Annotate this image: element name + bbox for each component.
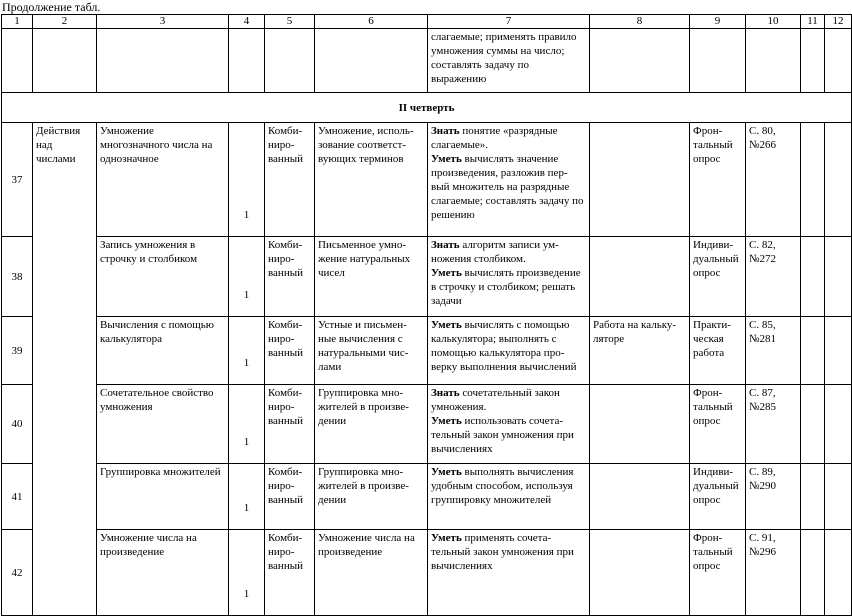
requirement-keyword: Знать xyxy=(431,239,460,251)
extra-activity xyxy=(590,530,690,616)
requirement-keyword: Знать xyxy=(431,125,460,137)
table-row xyxy=(2,123,852,237)
requirement-keyword: Уметь xyxy=(431,532,462,544)
extra-activity xyxy=(590,385,690,464)
homework: С. 82, №272 xyxy=(746,237,801,317)
cell xyxy=(825,385,852,464)
lesson-type: Комби-ниро-ванный xyxy=(265,123,315,237)
lesson-plan-table xyxy=(1,14,852,616)
control-type: Фрон-тальный опрос xyxy=(690,385,746,464)
header-cell: 1 xyxy=(2,15,33,29)
lesson-number: 37 xyxy=(2,123,33,237)
lesson-type: Комби-ниро-ванный xyxy=(265,464,315,530)
requirement-keyword: Уметь xyxy=(431,153,462,165)
continuation-text: слагаемые; применять правило умножения суммы на число; составлять задачу по выражению xyxy=(428,29,590,93)
header-cell: 6 xyxy=(315,15,428,29)
requirement xyxy=(431,239,559,265)
content-elements: Письменное умно-жение натуральных чисел xyxy=(315,237,428,317)
cell xyxy=(825,530,852,616)
extra-activity: Работа на кальку-ляторе xyxy=(590,317,690,385)
requirement xyxy=(431,415,574,455)
cell xyxy=(690,29,746,93)
header-cell: 10 xyxy=(746,15,801,29)
cell xyxy=(801,29,825,93)
content-elements: Устные и письмен-ные вычисления с натуральными чис-лами xyxy=(315,317,428,385)
requirement-keyword: Уметь xyxy=(431,319,462,331)
extra-activity xyxy=(590,123,690,237)
lesson-number: 38 xyxy=(2,237,33,317)
lesson-hours: 1 xyxy=(229,530,265,616)
control-type: Индиви-дуальный опрос xyxy=(690,237,746,317)
homework: С. 89, №290 xyxy=(746,464,801,530)
requirement-text: использовать сочета-тельный закон умножения при вычислениях xyxy=(431,415,574,455)
control-type: Фрон-тальный опрос xyxy=(690,123,746,237)
content-elements: Группировка мно-жителей в произве-дении xyxy=(315,385,428,464)
table-row xyxy=(2,317,852,385)
lesson-type: Комби-ниро-ванный xyxy=(265,237,315,317)
lesson-topic: Запись умножения в строчку и столбиком xyxy=(97,237,229,317)
cell xyxy=(33,29,97,93)
homework: С. 85, №281 xyxy=(746,317,801,385)
requirement xyxy=(431,466,573,506)
requirements xyxy=(428,464,590,530)
requirements xyxy=(428,530,590,616)
requirement-text: вычислять произведение в строчку и столбиком; решать задачи xyxy=(431,267,581,307)
cell xyxy=(825,237,852,317)
requirement xyxy=(431,387,560,413)
lesson-hours: 1 xyxy=(229,464,265,530)
requirement-text: выполнять вычисления удобным способом, используя группировку множителей xyxy=(431,466,574,506)
cell xyxy=(825,464,852,530)
requirement-keyword: Уметь xyxy=(431,466,462,478)
cell xyxy=(801,530,825,616)
header-cell: 2 xyxy=(33,15,97,29)
table-row xyxy=(2,385,852,464)
table-body xyxy=(2,15,852,616)
requirement-text: вычислять значение произведения, разложив пер-вый множитель на разрядные слагаемые; составлять задачу по решению xyxy=(431,153,584,221)
homework: С. 91, №296 xyxy=(746,530,801,616)
cell xyxy=(801,317,825,385)
header-cell: 12 xyxy=(825,15,852,29)
requirement xyxy=(431,153,584,221)
lesson-topic: Группировка множителей xyxy=(97,464,229,530)
lesson-topic: Умножение многозначного числа на однозначное xyxy=(97,123,229,237)
requirements xyxy=(428,237,590,317)
cell xyxy=(315,29,428,93)
content-elements: Группировка мно-жителей в произве-дении xyxy=(315,464,428,530)
control-type: Фрон-тальный опрос xyxy=(690,530,746,616)
lesson-number: 39 xyxy=(2,317,33,385)
cell xyxy=(801,123,825,237)
table-row xyxy=(2,530,852,616)
table-row xyxy=(2,464,852,530)
lesson-number: 42 xyxy=(2,530,33,616)
cell xyxy=(97,29,229,93)
lesson-topic: Сочетательное свойство умножения xyxy=(97,385,229,464)
lesson-hours: 1 xyxy=(229,385,265,464)
header-cell: 8 xyxy=(590,15,690,29)
lesson-type: Комби-ниро-ванный xyxy=(265,530,315,616)
quarter-title: II четверть xyxy=(2,93,852,123)
control-type: Индиви-дуальный опрос xyxy=(690,464,746,530)
cell xyxy=(801,464,825,530)
lesson-type: Комби-ниро-ванный xyxy=(265,317,315,385)
requirement xyxy=(431,532,574,572)
header-row xyxy=(2,15,852,29)
requirement-keyword: Уметь xyxy=(431,267,462,279)
section-title: Действия над числами xyxy=(33,123,97,616)
requirement xyxy=(431,267,581,307)
requirements xyxy=(428,385,590,464)
cell xyxy=(2,29,33,93)
lesson-type: Комби-ниро-ванный xyxy=(265,385,315,464)
content-elements: Умножение числа на произведение xyxy=(315,530,428,616)
requirements xyxy=(428,317,590,385)
cell xyxy=(825,317,852,385)
header-cell: 7 xyxy=(428,15,590,29)
quarter-row xyxy=(2,93,852,123)
continuation-row xyxy=(2,29,852,93)
requirement-text: алгоритм записи ум-ножения столбиком. xyxy=(431,239,559,265)
cell xyxy=(801,237,825,317)
lesson-hours: 1 xyxy=(229,317,265,385)
requirement xyxy=(431,125,558,151)
cell xyxy=(265,29,315,93)
cell xyxy=(801,385,825,464)
header-cell: 3 xyxy=(97,15,229,29)
requirements xyxy=(428,123,590,237)
homework: С. 80, №266 xyxy=(746,123,801,237)
requirement-text: вычислять с помощью калькулятора; выполнять с помощью калькулятора про-верку выполнения вычислений xyxy=(431,319,577,373)
lesson-number: 41 xyxy=(2,464,33,530)
table-row xyxy=(2,237,852,317)
lesson-topic: Умножение числа на произведение xyxy=(97,530,229,616)
lesson-number: 40 xyxy=(2,385,33,464)
header-cell: 5 xyxy=(265,15,315,29)
lesson-hours: 1 xyxy=(229,123,265,237)
cell xyxy=(746,29,801,93)
content-elements: Умножение, исполь-зование соответст-вующих терминов xyxy=(315,123,428,237)
requirement-keyword: Знать xyxy=(431,387,460,399)
table-caption: Продолжение табл. xyxy=(2,0,101,14)
cell xyxy=(590,29,690,93)
homework: С. 87, №285 xyxy=(746,385,801,464)
requirement-text: применять сочета-тельный закон умножения при вычислениях xyxy=(431,532,574,572)
header-cell: 4 xyxy=(229,15,265,29)
extra-activity xyxy=(590,464,690,530)
lesson-hours: 1 xyxy=(229,237,265,317)
header-cell: 9 xyxy=(690,15,746,29)
cell xyxy=(825,29,852,93)
requirement-keyword: Уметь xyxy=(431,415,462,427)
extra-activity xyxy=(590,237,690,317)
lesson-topic: Вычисления с помощью калькулятора xyxy=(97,317,229,385)
cell xyxy=(825,123,852,237)
header-cell: 11 xyxy=(801,15,825,29)
requirement-text: сочетательный закон умножения. xyxy=(431,387,560,413)
requirement-text: понятие «разрядные слагаемые». xyxy=(431,125,558,151)
control-type: Практи-ческая работа xyxy=(690,317,746,385)
cell xyxy=(229,29,265,93)
requirement xyxy=(431,319,577,373)
